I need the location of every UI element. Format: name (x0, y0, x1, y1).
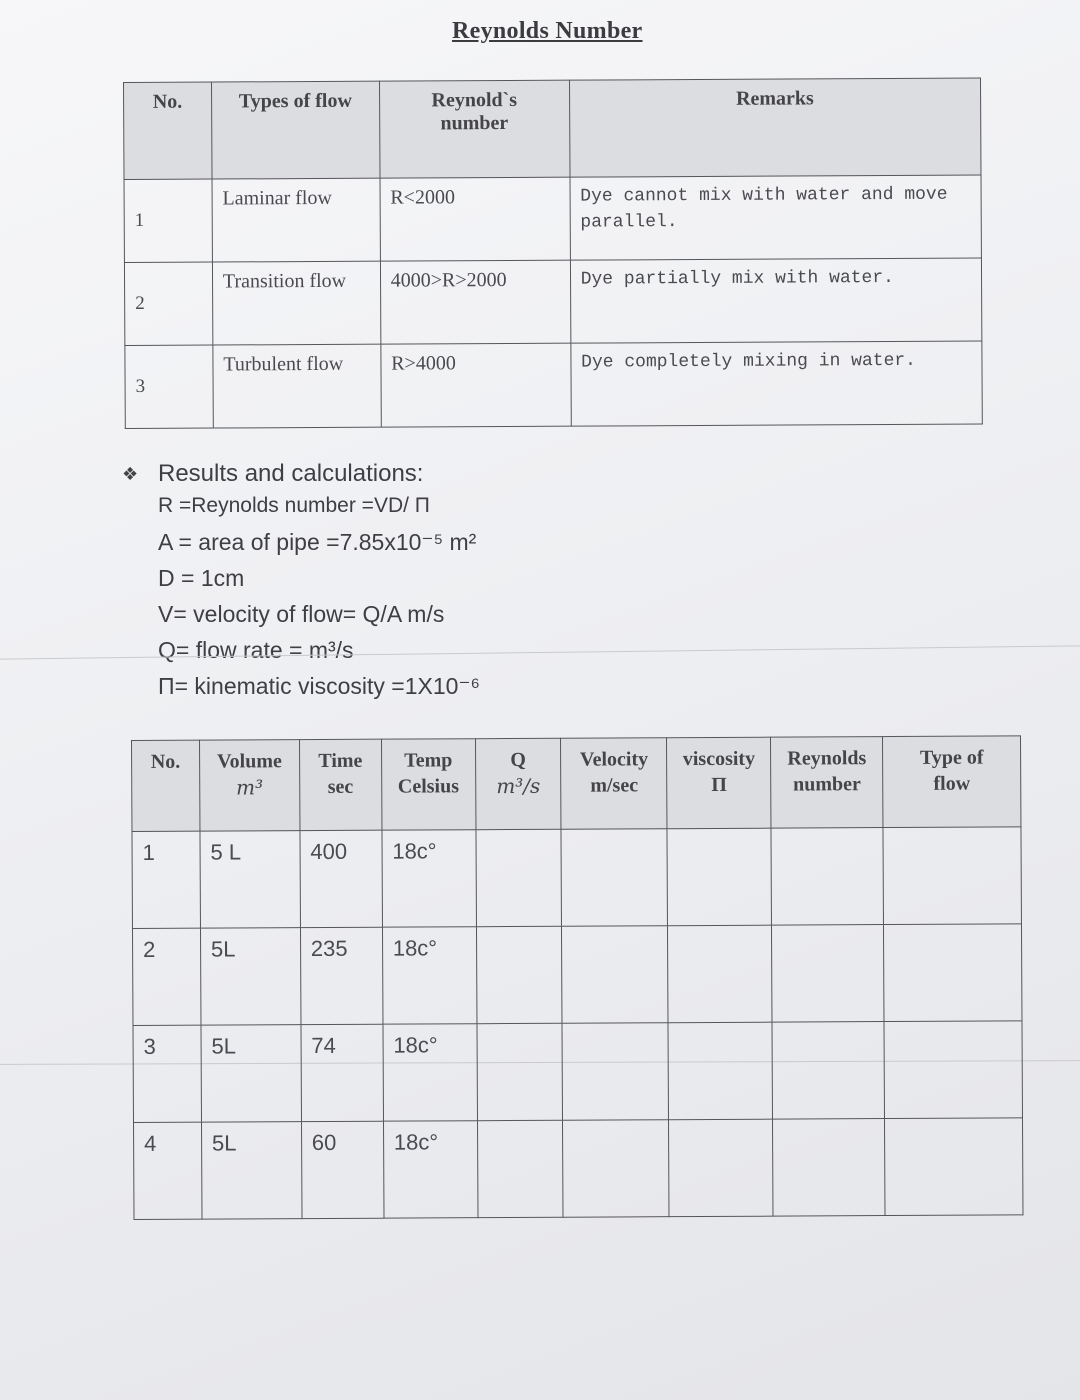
volume-cell: 5L (200, 928, 300, 1026)
row-number: 3 (133, 1025, 201, 1122)
table-header-row (124, 78, 981, 179)
viscosity-cell (669, 1119, 773, 1217)
volume-cell: 5L (201, 1122, 301, 1220)
results-heading-row (122, 460, 480, 488)
header-q (475, 738, 561, 829)
header-unit: m³ (236, 775, 264, 800)
row-number: 4 (134, 1122, 202, 1219)
q-cell (477, 1023, 563, 1120)
velocity-cell (563, 1120, 669, 1218)
header-volume (199, 740, 299, 832)
reynolds-cell (772, 1022, 884, 1120)
viscosity-cell (668, 1022, 772, 1120)
q-cell (477, 1120, 563, 1217)
table-row (125, 341, 982, 428)
remark-cell: Dye cannot mix with water and move parallel. (570, 175, 982, 260)
flow-type-cell (885, 1118, 1023, 1216)
table-row (124, 258, 981, 345)
table-row (134, 1118, 1023, 1220)
results-section (122, 460, 480, 704)
time-cell: 235 (300, 927, 382, 1024)
temp-cell: 18c° (383, 1121, 477, 1218)
table-row (132, 827, 1021, 929)
flow-types-table (123, 78, 983, 429)
header-viscosity (667, 737, 771, 829)
row-number: 3 (125, 345, 213, 428)
header-label: Velocity (579, 748, 649, 771)
header-time (299, 739, 381, 830)
page-title: Reynolds Number (452, 18, 643, 44)
header-no (132, 740, 200, 831)
results-heading: Results and calculations: (158, 460, 424, 487)
flow-type-cell: Turbulent flow (213, 344, 381, 428)
reynolds-range-cell: R<2000 (380, 177, 570, 261)
reynolds-cell (773, 1119, 885, 1217)
viscosity-cell (668, 925, 772, 1023)
results-data-table (131, 735, 1024, 1220)
header-no: No. (124, 82, 212, 179)
flow-type-cell (884, 924, 1022, 1022)
formula-viscosity: Π= kinematic viscosity =1X10⁻⁶ (158, 673, 481, 699)
header-label: Type of (919, 746, 984, 769)
formula-reynolds: R =Reynolds number =VD/ Π (158, 494, 430, 517)
reynolds-range-cell: R>4000 (381, 343, 571, 427)
flow-type-cell: Transition flow (212, 261, 380, 345)
row-number: 1 (124, 179, 212, 262)
table-header-row (132, 736, 1021, 832)
header-label: Temp (404, 749, 453, 772)
flow-type-cell: Laminar flow (212, 178, 380, 262)
header-reynolds-number: Reynold`s number (379, 80, 569, 178)
header-label: Time (318, 749, 363, 773)
header-unit: flow (933, 772, 971, 795)
formula-flow-rate: Q= flow rate = m³/s (158, 637, 354, 663)
header-remarks: Remarks (569, 78, 981, 177)
header-unit: Π (711, 773, 727, 796)
header-unit: m³/s (496, 773, 541, 799)
velocity-cell (562, 1023, 668, 1121)
header-label: Volume (216, 750, 282, 773)
header-label: No. (150, 750, 181, 773)
time-cell: 74 (301, 1024, 383, 1121)
header-reynolds-number (771, 737, 883, 829)
header-label: viscosity (682, 747, 756, 771)
header-temp (381, 739, 475, 830)
header-unit: number (793, 773, 861, 796)
diamond-bullet-icon: ❖ (122, 463, 139, 484)
table-row (124, 175, 981, 262)
header-velocity (561, 738, 667, 830)
header-types-of-flow: Types of flow (211, 81, 379, 179)
header-unit: sec (327, 775, 354, 798)
velocity-cell (562, 926, 668, 1024)
formula-velocity: V= velocity of flow= Q/A m/s (158, 601, 445, 627)
viscosity-cell (667, 828, 771, 926)
flow-type-cell (883, 827, 1021, 925)
header-label: Q (510, 748, 526, 772)
header-unit: m/sec (590, 774, 639, 797)
flow-type-cell (884, 1021, 1022, 1119)
reynolds-range-cell: 4000>R>2000 (380, 260, 570, 344)
remark-cell: Dye completely mixing in water. (571, 341, 983, 426)
reynolds-cell (771, 828, 883, 926)
header-unit: Celsius (397, 775, 460, 798)
temp-cell: 18c° (382, 830, 476, 927)
row-number: 1 (132, 831, 200, 928)
volume-cell: 5L (201, 1025, 301, 1123)
temp-cell: 18c° (383, 1024, 477, 1121)
time-cell: 400 (300, 830, 382, 927)
formula-area: A = area of pipe =7.85x10⁻⁵ m² (158, 529, 477, 555)
velocity-cell (561, 829, 667, 927)
remark-cell: Dye partially mix with water. (570, 258, 982, 343)
table-row (133, 1021, 1022, 1123)
table-row (132, 924, 1021, 1026)
header-type-of-flow (883, 736, 1021, 828)
temp-cell: 18c° (382, 927, 476, 1024)
reynolds-cell (772, 925, 884, 1023)
volume-cell: 5 L (200, 831, 300, 929)
q-cell (476, 829, 562, 926)
q-cell (476, 926, 562, 1023)
row-number: 2 (124, 262, 212, 345)
formula-diameter: D = 1cm (158, 565, 245, 591)
time-cell: 60 (301, 1121, 383, 1218)
row-number: 2 (132, 928, 200, 1025)
header-label: Reynolds (787, 747, 867, 770)
